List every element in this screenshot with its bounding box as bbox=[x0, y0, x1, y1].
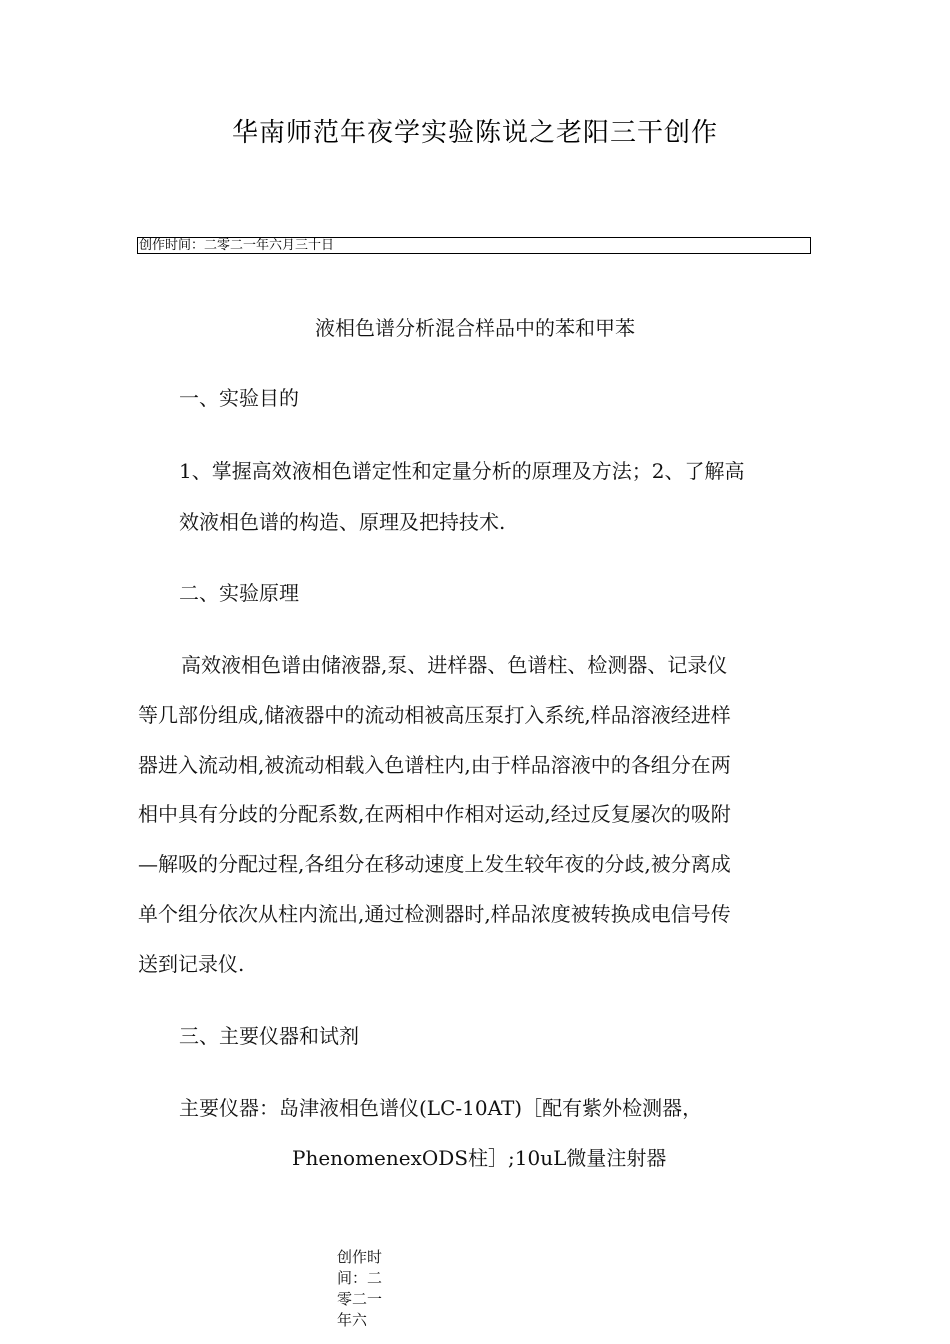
footer-creation-note: 创作时间：二零二一年六 bbox=[337, 1248, 383, 1329]
principle-line: 送到记录仪. bbox=[138, 952, 245, 976]
principle-line: 等几部份组成,储液器中的流动相被高压泵打入系统,样品溶液经进样 bbox=[138, 703, 731, 727]
purpose-line: 1、掌握高效液相色谱定性和定量分析的原理及方法；2、了解高 bbox=[179, 459, 745, 483]
section-heading-instruments: 三、主要仪器和试剂 bbox=[179, 1024, 359, 1048]
section-heading-purpose: 一、实验目的 bbox=[179, 386, 299, 410]
instruments-line: 主要仪器：岛津液相色谱仪(LC-10AT)［配有紫外检测器， bbox=[179, 1096, 703, 1120]
principle-line: —解吸的分配过程,各组分在移动速度上发生较年夜的分歧,被分离成 bbox=[138, 852, 731, 876]
creation-time-box: 创作时间：二零二一年六月三十日 bbox=[137, 237, 811, 254]
experiment-subtitle: 液相色谱分析混合样品中的苯和甲苯 bbox=[315, 316, 635, 340]
document-title: 华南师范年夜学实验陈说之老阳三干创作 bbox=[231, 118, 718, 148]
purpose-line: 效液相色谱的构造、原理及把持技术. bbox=[179, 510, 506, 534]
principle-line: 相中具有分歧的分配系数,在两相中作相对运动,经过反复屡次的吸附 bbox=[138, 802, 731, 826]
principle-line: 单个组分依次从柱内流出,通过检测器时,样品浓度被转换成电信号传 bbox=[138, 902, 731, 926]
section-heading-principle: 二、实验原理 bbox=[179, 581, 299, 605]
principle-line: 高效液相色谱由储液器,泵、进样器、色谱柱、检测器、记录仪 bbox=[181, 653, 728, 677]
instruments-line: PhenomenexODS柱］;10uL微量注射器 bbox=[292, 1146, 667, 1170]
principle-line: 器进入流动相,被流动相载入色谱柱内,由于样品溶液中的各组分在两 bbox=[138, 753, 731, 777]
